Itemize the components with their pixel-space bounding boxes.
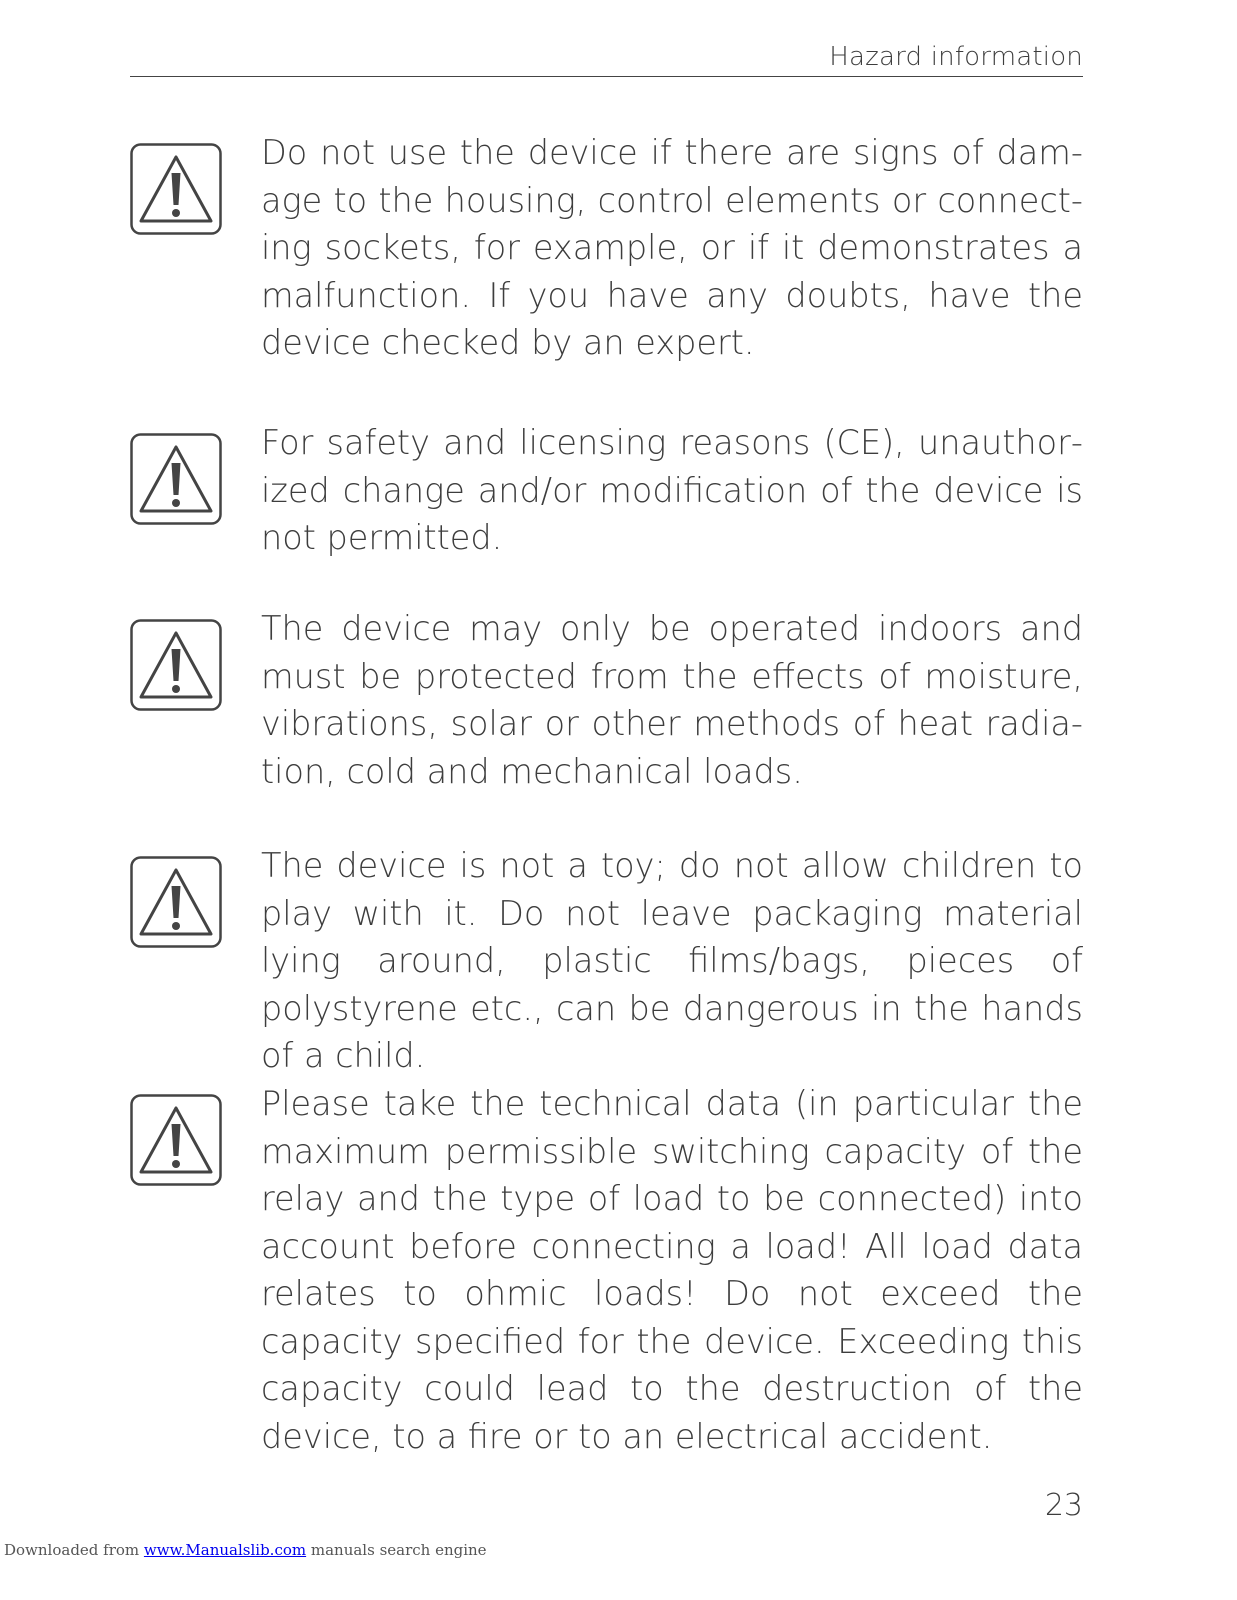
page-header	[130, 40, 1083, 77]
hazard-notice-text: For safety and licensing reasons (CE), unauthorized change and/or modification of the device is not permitted.	[261, 423, 1083, 557]
hazard-notice-text: Do not use the device if there are signs of damage to the housing, control elements or connecting sockets, for example, or if it demonstrates a malfunction. If you have any doubts, have the device checked by an expert.	[261, 133, 1083, 362]
footer-prefix: Downloaded from	[4, 1541, 144, 1559]
download-footer	[4, 1541, 487, 1559]
hazard-notice-text: Please take the technical data (in particular the maximum permissible switching capacity of the relay and the type of load to be connected) into account before connecting a load! All load data relates to ohmic loads! Do not exceed the capacity specified for the device. Exceeding this capacity could lead to the destruction of the device, to a fire or to an electrical accident.	[261, 1084, 1083, 1456]
section-title: Hazard information	[829, 42, 1083, 72]
warning-triangle-icon	[130, 1094, 222, 1186]
manualslib-link[interactable]: www.Manualslib.com	[143, 1541, 307, 1559]
warning-triangle-icon	[130, 856, 222, 948]
footer-suffix: manuals search engine	[306, 1541, 487, 1559]
hazard-notice-text: The device is not a toy; do not allow children to play with it. Do not leave packaging material lying around, plastic films/bags, pieces of polystyrene etc., can be dangerous in the hands of a child.	[261, 846, 1083, 1075]
page-number: 23	[1044, 1488, 1083, 1523]
hazard-notice-text: The device may only be operated indoors and must be protected from the effects of moisture, vibrations, solar or other methods of heat radiation, cold and mechanical loads.	[261, 609, 1083, 791]
warning-triangle-icon	[130, 433, 222, 525]
warning-triangle-icon	[130, 143, 222, 235]
warning-triangle-icon	[130, 619, 222, 711]
